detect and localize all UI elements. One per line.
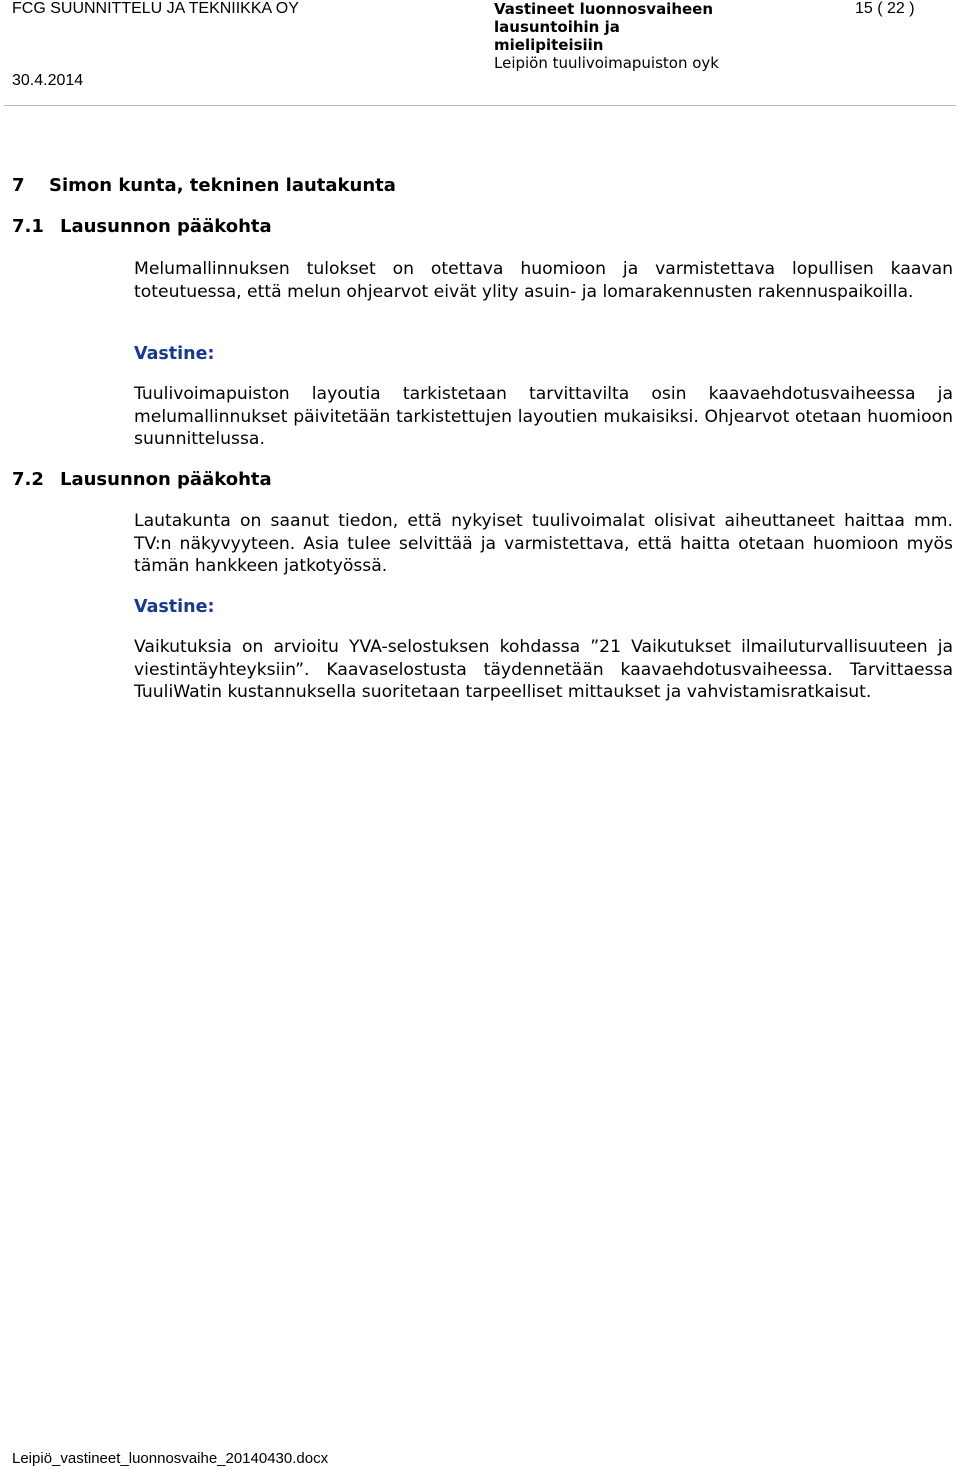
header-document-title bbox=[494, 0, 713, 54]
footer-filename: Leipiö_vastineet_luonnosvaihe_20140430.docx bbox=[12, 1450, 329, 1467]
response-label: Vastine: bbox=[134, 344, 215, 364]
section-number: 7 bbox=[12, 175, 25, 196]
statement-paragraph: Lautakunta on saanut tiedon, että nykyiset tuulivoimalat olisivat aiheuttaneet haittaa mm. TV:n näkyvyyteen. Asia tulee selvittää ja varmistettava, että haitta otetaan huomioon myös tämän hankkeen jatkotyössä. bbox=[134, 511, 953, 576]
header-title-line: Vastineet luonnosvaiheen bbox=[494, 0, 714, 18]
header-project-name: Leipiön tuulivoimapuiston oyk bbox=[494, 54, 719, 72]
subsection-number: 7.2 bbox=[12, 469, 44, 490]
header-company: FCG SUUNNITTELU JA TEKNIIKKA OY bbox=[12, 0, 299, 17]
response-paragraph: Vaikutuksia on arvioitu YVA-selostuksen kohdassa ”21 Vaikutukset ilmailuturvallisuuteen ja viestintäyhteyksiin”. Kaavaselostusta täydennetään kaavaehdotusvaiheessa. Tarvittaessa TuuliWatin kustannuksella suoritetaan tarpeelliset mittaukset ja vahvistamisratkaisut. bbox=[134, 637, 953, 702]
response-label: Vastine: bbox=[134, 597, 215, 617]
header-title-line: lausuntoihin ja bbox=[494, 18, 620, 36]
header-divider bbox=[4, 105, 956, 106]
subsection-number: 7.1 bbox=[12, 216, 44, 237]
section-title: Simon kunta, tekninen lautakunta bbox=[49, 175, 396, 196]
statement-paragraph: Melumallinnuksen tulokset on otettava huomioon ja varmistettava lopullisen kaavan toteutuessa, että melun ohjearvot eivät ylity asuin- ja lomarakennusten rakennuspaikoilla. bbox=[134, 259, 953, 302]
subsection-heading bbox=[12, 216, 272, 238]
header-date: 30.4.2014 bbox=[12, 72, 84, 89]
response-paragraph: Tuulivoimapuiston layoutia tarkistetaan tarvittavilta osin kaavaehdotusvaiheessa ja melumallinnukset päivitetään tarkistettujen layoutien mukaisiksi. Ohjearvot otetaan huomioon suunnittelussa. bbox=[134, 384, 953, 449]
section-heading bbox=[12, 175, 396, 197]
header-page-number: 15 ( 22 ) bbox=[855, 0, 915, 17]
header-title-line: mielipiteisiin bbox=[494, 36, 604, 54]
subsection-title: Lausunnon pääkohta bbox=[60, 216, 272, 237]
subsection-heading bbox=[12, 469, 272, 491]
subsection-title: Lausunnon pääkohta bbox=[60, 469, 272, 490]
